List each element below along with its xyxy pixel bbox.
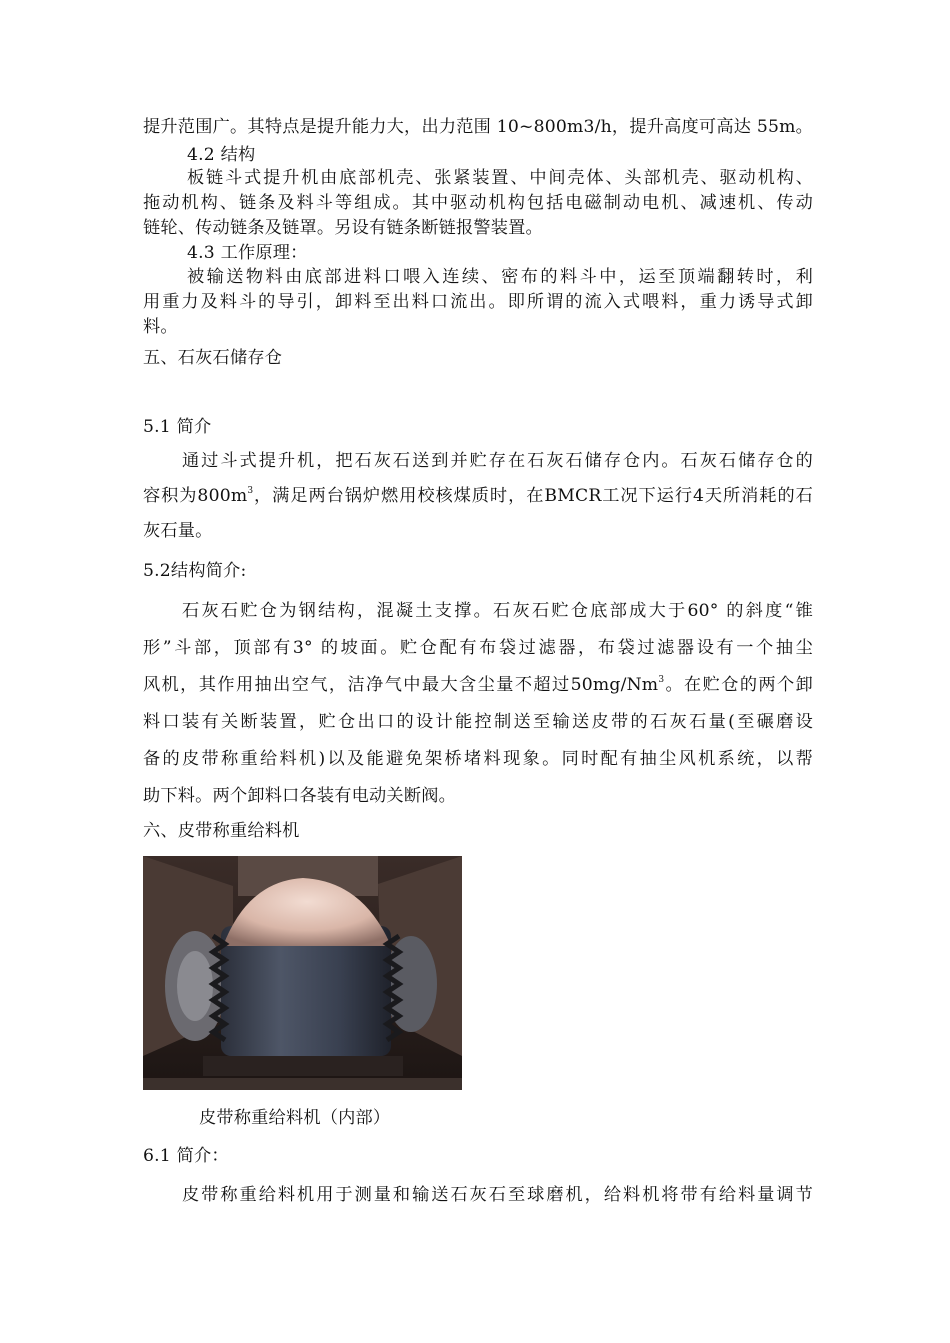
superscript: 3 — [658, 675, 665, 685]
paragraph-line: 链轮、传动链条及链罩。另设有链条断链报警装置。 — [143, 218, 543, 238]
paragraph-line: 灰石量。 — [143, 521, 213, 541]
text-run: ，满足两台锅炉燃用校核煤质时，在BMCR工况下运行4天所消耗的石 — [253, 486, 813, 506]
paragraph-line: 用重力及料斗的导引，卸料至出料口流出。即所谓的流入式喂料，重力诱导式卸 — [143, 292, 813, 312]
section-heading-5-1: 5.1 简介 — [143, 417, 212, 437]
paragraph-line: 板链斗式提升机由底部机壳、张紧装置、中间壳体、头部机壳、驱动机构、 — [187, 168, 813, 188]
belt-feeder-photo — [143, 856, 462, 1090]
paragraph-line: 料口装有关断装置，贮仓出口的设计能控制送至输送皮带的石灰石量(至碾磨设 — [143, 712, 813, 732]
chapter-heading-6: 六、皮带称重给料机 — [143, 821, 300, 841]
paragraph-line: 石灰石贮仓为钢结构，混凝土支撑。石灰石贮仓底部成大于60° 的斜度“锥 — [182, 601, 813, 621]
paragraph-line: 形”斗部，顶部有3° 的坡面。贮仓配有布袋过滤器，布袋过滤器设有一个抽尘 — [143, 638, 813, 658]
paragraph-line: 备的皮带称重给料机)以及能避免架桥堵料现象。同时配有抽尘风机系统，以帮 — [143, 749, 813, 769]
paragraph-line: 助下料。两个卸料口各装有电动关断阀。 — [143, 786, 456, 806]
chapter-heading-5: 五、石灰石储存仓 — [143, 348, 283, 368]
section-heading-6-1: 6.1 简介： — [143, 1146, 229, 1166]
text-run: 容积为800m — [143, 486, 248, 506]
paragraph-line: 提升范围广。其特点是提升能力大，出力范围 10~800m3/h，提升高度可高达 55m。 — [143, 117, 813, 137]
paragraph-line: 通过斗式提升机，把石灰石送到并贮存在石灰石储存仓内。石灰石储存仓的 — [182, 451, 813, 471]
section-heading-5-2: 5.2结构简介: — [143, 561, 247, 581]
section-heading-4-3: 4.3 工作原理： — [187, 243, 308, 263]
paragraph-line: 料。 — [143, 317, 178, 337]
paragraph-line: 皮带称重给料机用于测量和输送石灰石至球磨机，给料机将带有给料量调节 — [182, 1185, 813, 1205]
superscript: 3 — [247, 486, 254, 496]
paragraph-line: 被输送物料由底部进料口喂入连续、密布的料斗中，运至顶端翻转时，利 — [187, 267, 813, 287]
section-heading-4-2: 4.2 结构 — [187, 145, 256, 165]
paragraph-line — [143, 674, 813, 696]
text-run: 。在贮仓的两个卸 — [664, 675, 813, 695]
paragraph-line — [143, 485, 813, 507]
figure-caption: 皮带称重给料机（内部） — [199, 1108, 391, 1128]
text-run: 风机，其作用抽出空气，洁净气中最大含尘量不超过50mg/Nm — [143, 675, 659, 695]
paragraph-line: 拖动机构、链条及料斗等组成。其中驱动机构包括电磁制动电机、减速机、传动 — [143, 193, 813, 213]
